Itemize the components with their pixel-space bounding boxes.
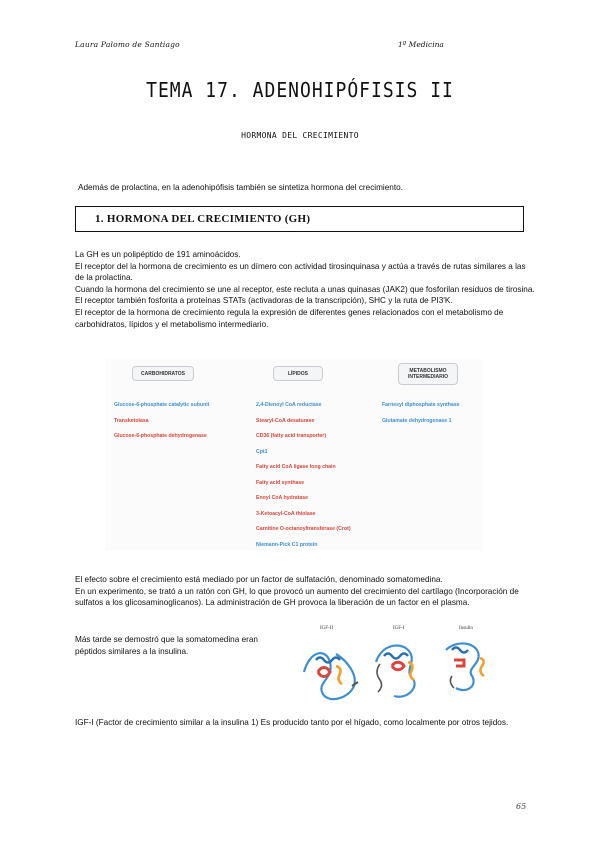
body-paragraph: El receptor del la hormona de crecimiento es un dímero con actividad tirosinquinasa y actúa a través de rutas similares a las de la prolactina. bbox=[75, 261, 526, 283]
body-paragraph: El efecto sobre el crecimiento está mediado por un factor de sulfatación, denominado somatomedina. bbox=[75, 575, 443, 584]
igf1-paragraph bbox=[75, 717, 535, 729]
gene-label: Stearyl-CoA desaturase bbox=[256, 417, 315, 424]
category-lipidos: LÍPIDOS bbox=[273, 366, 323, 381]
page-title: TEMA 17. ADENOHIPÓFISIS II bbox=[146, 78, 454, 103]
category-metabolismo-intermediario: METABOLISMO INTERMEDIARIO bbox=[398, 363, 458, 385]
body-paragraph: La GH es un polipéptido de 191 aminoácidos. bbox=[75, 250, 241, 259]
gene-label: Farnesyl diphosphate synthase bbox=[382, 402, 460, 408]
gene-label: Enoyl CoA hydratase bbox=[256, 495, 308, 501]
page-subtitle: HORMONA DEL CRECIMIENTO bbox=[241, 131, 359, 140]
gene-label: Transketolasa bbox=[114, 417, 149, 424]
page-number: 65 bbox=[516, 802, 527, 811]
body-paragraph: IGF-I (Factor de crecimiento similar a la insulina 1) Es producido tanto por el hígado, como localmente por otros tejidos. bbox=[75, 718, 509, 727]
gene-label: CD36 (fatty acid transporter) bbox=[256, 433, 327, 439]
protein-structures-figure bbox=[296, 620, 516, 708]
body-paragraph: Cuando la hormona del crecimiento se une al receptor, este recluta a unas quinasas (JAK2) que fosforilan residuos de tirosina. bbox=[75, 284, 535, 294]
protein-label-insulin: Insulin bbox=[459, 626, 473, 631]
igf2-structure bbox=[304, 653, 358, 699]
gene-label: Fatty acid CoA ligase long chain bbox=[256, 464, 336, 470]
gene-regulation-figure bbox=[105, 359, 483, 551]
gene-label: Niemann-Pick C1 protein bbox=[256, 541, 318, 548]
gene-label: Cpt1 bbox=[256, 448, 268, 455]
insulin-like-paragraph bbox=[75, 634, 285, 657]
somatomedina-paragraph bbox=[75, 574, 535, 609]
section-body bbox=[75, 249, 535, 330]
body-paragraph: El receptor de la hormona de crecimiento regula la expresión de diferentes genes relacionados con el metabolismo de carbohidratos, lípidos y el metabolismo intermediario. bbox=[75, 307, 504, 329]
insulin-structure bbox=[446, 643, 484, 690]
gene-label: Fatty acid synthase bbox=[256, 479, 305, 486]
header-course: 1º Medicina bbox=[398, 40, 444, 49]
intro-text: Además de prolactina, en la adenohipófisis también se sintetiza hormona del crecimiento. bbox=[78, 183, 403, 192]
gene-label: Glucose-6-phosphate dehydrogenase bbox=[114, 433, 207, 439]
header-author: Laura Palomo de Santiago bbox=[75, 40, 180, 49]
gene-label: Glutamate dehydrogenase 1 bbox=[382, 417, 452, 424]
body-paragraph: El receptor también fosforita a proteínas STATs (activadoras de la transcripción), SHC y la ruta de PI3'K. bbox=[75, 296, 453, 306]
gene-label: Carnitine O-octanoyltransferase (Crot) bbox=[256, 526, 351, 532]
igf1-structure bbox=[376, 646, 415, 697]
gene-label: 2,4-Dienoyl CoA reductase bbox=[256, 402, 322, 408]
body-paragraph: Más tarde se demostró que la somatomedina eran péptidos similares a la insulina. bbox=[75, 635, 258, 656]
protein-label-igf1: IGF-I bbox=[393, 626, 405, 631]
category-carbohidratos: CARBOHIDRATOS bbox=[132, 366, 194, 381]
section-heading: 1. HORMONA DEL CRECIMIENTO (GH) bbox=[95, 213, 311, 225]
gene-label: Glucose-6-phosphate catalytic subunit bbox=[114, 402, 210, 408]
gene-label: 3-Ketoacyl-CoA thiolase bbox=[256, 510, 316, 517]
body-paragraph: En un experimento, se trató a un ratón con GH, lo que provocó un aumento del crecimiento del cartílago (Incorporación de sulfatos a los glicosaminoglicanos). La administración de GH provoca la liberación de un factor en el plasma. bbox=[75, 586, 519, 608]
protein-label-igf2: IGF-II bbox=[320, 626, 334, 631]
